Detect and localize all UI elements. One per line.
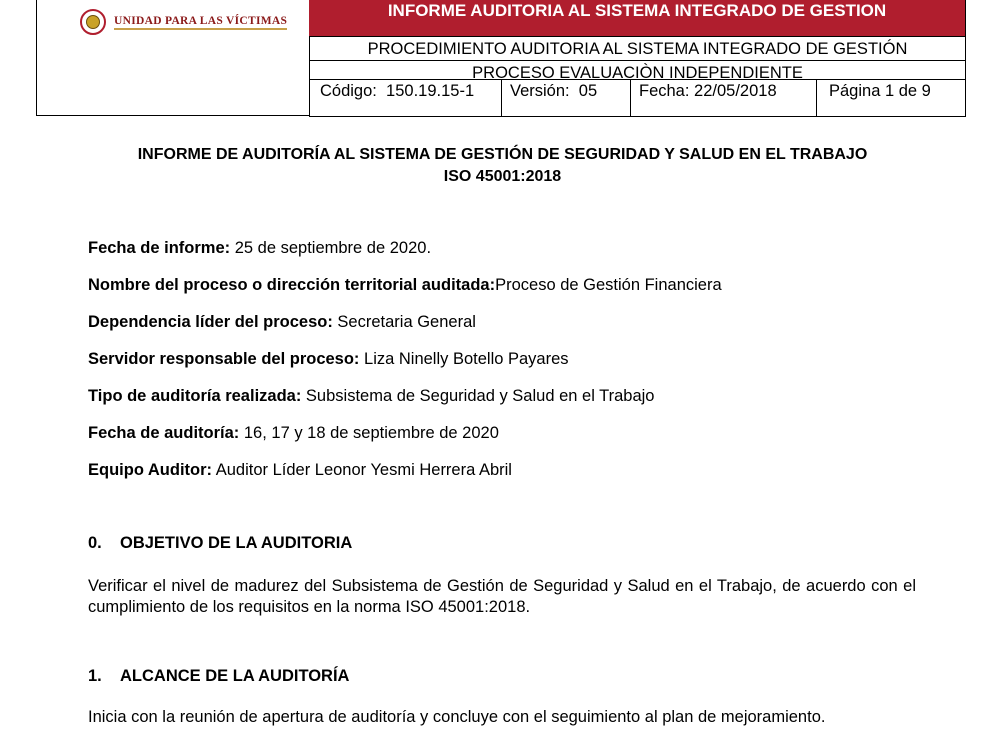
section-number: 1.	[88, 667, 102, 685]
field-value: Liza Ninelly Botello Payares	[364, 350, 569, 368]
header-logo-cell	[36, 0, 309, 116]
field-audit-date	[88, 423, 499, 443]
field-audit-team	[88, 460, 512, 480]
code-label: Código:	[320, 82, 377, 100]
date-label: Fecha:	[639, 82, 690, 100]
version-value: 05	[578, 82, 598, 100]
field-report-date	[88, 238, 431, 258]
version-cell	[502, 80, 631, 116]
document-title-line-2: ISO 45001:2018	[443, 168, 562, 185]
field-value: 25 de septiembre de 2020.	[234, 239, 432, 257]
field-value: Subsistema de Seguridad y Salud en el Trabajo	[305, 387, 655, 405]
field-lead-department	[88, 312, 476, 332]
field-label: Tipo de auditoría realizada:	[88, 387, 302, 405]
section-body-scope: Inicia con la reunión de apertura de auditoría y concluye con el seguimiento al plan de mejoramiento.	[88, 708, 826, 726]
field-value: Secretaria General	[337, 313, 476, 331]
field-label: Fecha de informe:	[88, 239, 231, 257]
version-label: Versión:	[510, 82, 570, 100]
field-responsible-official	[88, 349, 569, 369]
field-value: 16, 17 y 18 de septiembre de 2020	[243, 424, 499, 442]
section-heading-scope	[88, 666, 349, 686]
section-number: 0.	[88, 534, 102, 552]
field-label: Servidor responsable del proceso:	[88, 350, 360, 368]
logo-text: UNIDAD PARA LAS VÍCTIMAS	[114, 15, 287, 30]
report-header-title: INFORME AUDITORIA AL SISTEMA INTEGRADO DE GESTION	[309, 0, 966, 36]
field-label: Equipo Auditor:	[88, 461, 213, 479]
field-audit-type	[88, 386, 654, 406]
page-number: Página 1 de 9	[829, 82, 931, 100]
date-cell	[631, 80, 817, 116]
document-title-line-1: INFORME DE AUDITORÍA AL SISTEMA DE GESTIÓN DE SEGURIDAD Y SALUD EN EL TRABAJO	[137, 146, 868, 163]
section-body-objective: Verificar el nivel de madurez del Subsistema de Gestión de Seguridad y Salud en el Trabajo, de acuerdo con el cumplimiento de los requisitos en la norma ISO 45001:2018.	[88, 577, 916, 616]
date-value: 22/05/2018	[694, 82, 777, 100]
field-value: Auditor Líder Leonor Yesmi Herrera Abril	[215, 461, 512, 479]
procedure-name: PROCEDIMIENTO AUDITORIA AL SISTEMA INTEGRADO DE GESTIÓN	[309, 36, 966, 60]
code-value: 150.19.15-1	[386, 82, 475, 100]
field-label: Dependencia líder del proceso:	[88, 313, 333, 331]
coat-of-arms-icon	[80, 9, 106, 35]
field-audited-process	[88, 275, 722, 295]
section-heading-objective	[88, 533, 352, 553]
section-title: ALCANCE DE LA AUDITORÍA	[120, 667, 350, 685]
organization-logo	[80, 9, 287, 35]
process-name: PROCESO EVALUACIÒN INDEPENDIENTE	[309, 60, 966, 80]
section-title: OBJETIVO DE LA AUDITORIA	[120, 534, 353, 552]
field-label: Nombre del proceso o dirección territorial auditada:	[88, 276, 496, 294]
document-control-row	[309, 79, 966, 117]
field-label: Fecha de auditoría:	[88, 424, 240, 442]
field-value: Proceso de Gestión Financiera	[495, 276, 722, 294]
document-title	[60, 144, 945, 188]
code-cell	[310, 80, 502, 116]
